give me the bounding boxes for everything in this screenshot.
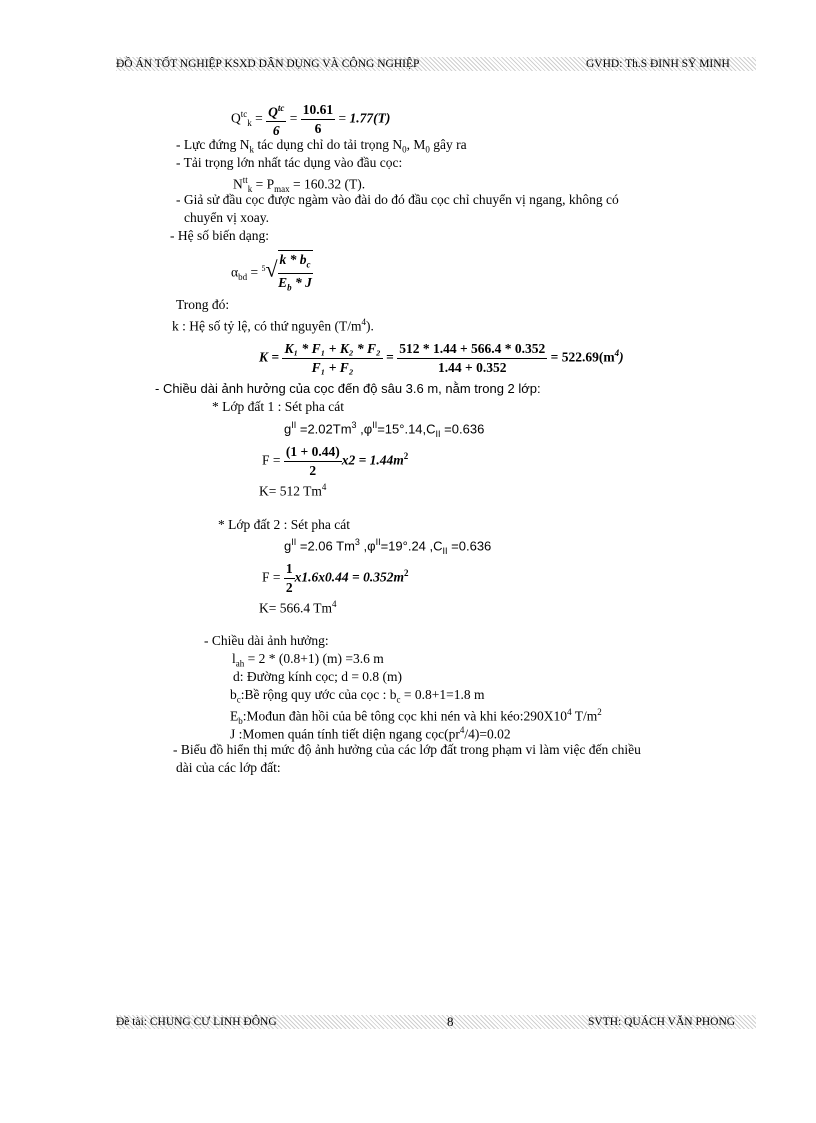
layer1-k: K= 512 Tm$^4$ xyxy=(259,482,327,499)
influence-title: - Chiều dài ảnh hưởng: xyxy=(204,633,329,648)
influence-eb: $E_b:Mođun$ đàn hồi của bê tông cọc khi nén và khi $kéo:290X10^4$ $T/m^2$ xyxy=(230,707,602,727)
force-line: - Lực đứng $N_k$ tác dụng chỉ do tải trọng $N_0$, $M_0$ gây ra xyxy=(176,137,467,155)
k-definition: k : Hệ số tỷ lệ, có thứ nguyên $(T/m^4)$. xyxy=(172,317,374,334)
layer1-title: * Lớp đất 1 : Sét pha cát xyxy=(212,399,344,414)
chart-intro-line-2: dài của các lớp đất: xyxy=(176,760,281,775)
page-number: 8 xyxy=(447,1014,454,1029)
influence-lah: $l_{ah} = 2 * (0.8+1)$ (m) =3.6 m xyxy=(232,651,384,669)
header-left: ĐỒ ÁN TỐT NGHIỆP KSXD DÂN DỤNG VÀ CÔNG NGHIỆP xyxy=(116,58,420,70)
equation-n: $N^{tt}_k = P_{max} = 160.32$ (T). xyxy=(233,175,366,195)
layer1-f-equation: F = $\frac{(1 + 0.44)}{2}$ $x2 = 1.44m^2$ xyxy=(262,443,409,478)
footer-left: Đề tài: CHUNG CƯ LINH ĐÔNG xyxy=(116,1016,277,1028)
equation-q: $Q^{tc}_k$ = $\frac{Q^{tc}}{6}$ = $\frac{10.61}{6}$ = 1.77(T) xyxy=(231,94,390,143)
length-line: - Chiều dài ảnh hưởng của cọc đến độ sâu 3.6 m, nằm trong 2 lớp: xyxy=(155,381,541,396)
equation-alpha: $\alpha_{bd} = ^5√$ $\frac{k * b_c}{E_b * J}$ xyxy=(231,246,313,300)
layer2-f-equation: F = $\frac{1}{2}$ $x1.6x0.44 = 0.352m^2$ xyxy=(262,560,409,595)
header-right: GVHD: Th.S ĐINH SỸ MINH xyxy=(586,58,730,70)
page-footer xyxy=(116,1015,756,1029)
layer2-props: $g^{II} =2.06$ Tm$^3$ $,\varphi^{II}=19^\circ.24$ $,C_{II} =0.636$ xyxy=(284,537,492,556)
layer1-props: $g^{II} =2.02Tm^3$ $,\varphi^{II}=15^\circ.14,C_{II} =0.636$ xyxy=(284,420,485,439)
page-header xyxy=(116,57,756,71)
assume-line-2: chuyển vị xoay. xyxy=(184,210,269,225)
influence-d: d: Đường kính cọc; d = 0.8 (m) xyxy=(233,669,403,684)
assume-line-1: - Giả sử đầu cọc được ngàm vào đài do đó đầu cọc chỉ chuyển vị ngang, không có xyxy=(176,192,619,207)
chart-intro-line-1: - Biểu đồ hiển thị mức độ ảnh hưởng của các lớp đất trong phạm vi làm việc đến chiều xyxy=(173,742,641,757)
footer-right: SVTH: QUÁCH VĂN PHONG xyxy=(588,1016,736,1028)
equation-k: K = $\frac{\text{K₁ * F₁ + K₂ * F₂}}{\text{F₁ + F₂}}$ = $\frac{512 * 1.44 + 566.4 * 0.352}{1.44 + 0.352}$ = $522.69(m^4)$ xyxy=(259,340,624,375)
layer2-k: K= 566.4 Tm$^4$ xyxy=(259,599,337,616)
influence-bc: $b_c:Bề$ rộng quy ước của cọc : $b_c = 0.8+1=1.8$ m xyxy=(230,687,485,705)
coef-line: - Hệ số biến dạng: xyxy=(170,228,269,243)
layer2-title: * Lớp đất 2 : Sét pha cát xyxy=(218,517,350,532)
influence-j: J :Momen quán tính tiết diện ngang $cọc(pr^4/4)=0.02$ xyxy=(230,725,511,742)
max-load-line: - Tải trọng lớn nhất tác dụng vào đầu cọc: xyxy=(176,155,403,170)
trongdo-line: Trong đó: xyxy=(176,297,230,312)
